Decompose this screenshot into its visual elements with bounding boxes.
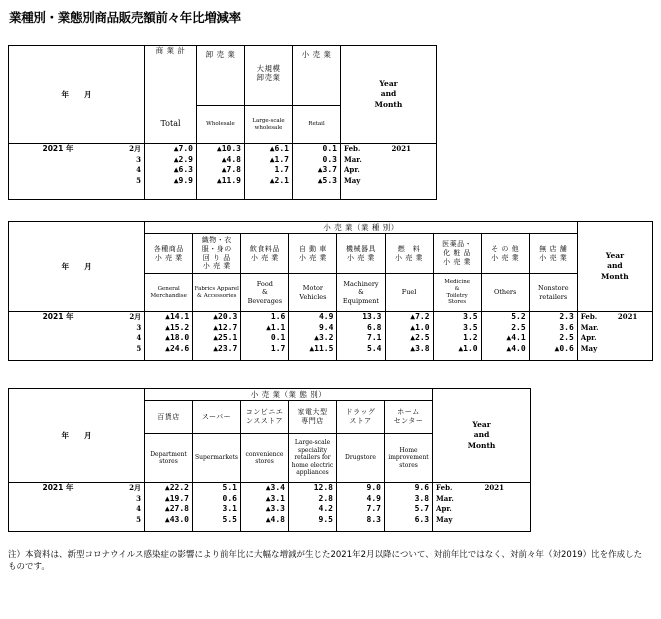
year-en-label: 2021	[617, 312, 638, 321]
month-en-label: Apr.	[580, 333, 597, 342]
year-month-en-label: Year	[379, 78, 398, 88]
value-cell: 5.4	[367, 343, 382, 353]
en-months-cell-3	[433, 483, 531, 532]
year-month-en-label: Month	[601, 271, 629, 281]
values-supermarkets	[193, 483, 241, 532]
value-cell: ▲1.0	[458, 343, 478, 353]
column-header-jp: 燃 料 小 売 業	[385, 234, 433, 274]
value-cell: ▲0.6	[554, 343, 574, 353]
column-header-en: Large-scale speciality retailers for home electric appliances	[289, 434, 337, 483]
value-cell: 2.5	[559, 333, 574, 342]
value-cell: 4.2	[318, 504, 333, 513]
column-header-jp: 家電大型 専門店	[289, 401, 337, 434]
value-cell: ▲4.0	[506, 343, 526, 353]
column-header-jp: コンビニエ ンスストア	[241, 401, 289, 434]
value-cell: 1.7	[270, 343, 286, 353]
value-cell: 7.7	[366, 504, 381, 513]
value-cell: ▲11.9	[216, 175, 241, 185]
value-cell: ▲4.1	[506, 333, 526, 342]
year-month-en-label: Month	[467, 440, 496, 450]
value-cell: ▲27.8	[164, 504, 189, 513]
values-total	[145, 144, 197, 200]
value-cell: 5.1	[222, 483, 237, 492]
month-label: 4	[136, 165, 141, 174]
retail-header-jp: 小 売 業	[293, 46, 341, 64]
values-large-wholesale	[245, 144, 293, 200]
year-month-en-label: and	[473, 430, 490, 440]
value-cell: ▲43.0	[164, 514, 189, 524]
year-month-header-2: 年 月	[9, 222, 145, 312]
year-month-en-label: Month	[374, 99, 403, 109]
value-cell: ▲18.0	[165, 333, 190, 342]
month-en-label: May	[436, 514, 453, 524]
month-label: 5	[136, 343, 142, 353]
column-header-jp: 医薬品・ 化 粧 品 小 売 業	[433, 234, 481, 274]
column-header-en: Home improvement stores	[385, 434, 433, 483]
value-cell: 3.8	[414, 493, 430, 503]
footnote: 注）本資料は、新型コロナウイルス感染症の影響により前年比に大幅な増減が生じた2021年2月以降について、対前年比ではなく、対前々年（対2019）比を作成したものです。	[8, 550, 643, 573]
value-cell: ▲10.3	[216, 144, 241, 153]
column-header-en: convenience stores	[241, 434, 289, 483]
column-header-jp: 無 店 舗 小 売 業	[529, 234, 577, 274]
year-month-cell-3: 2021 年 2月 3 4 5	[9, 483, 145, 532]
value-cell: ▲23.7	[213, 343, 238, 353]
month-en-label: Apr.	[436, 504, 452, 513]
value-cell: 3.1	[222, 504, 237, 513]
month-label: 2月	[129, 144, 141, 153]
values-machinery	[337, 312, 385, 361]
year-month-en-label: and	[607, 261, 623, 271]
values-home	[385, 483, 433, 532]
value-cell: 4.9	[366, 493, 381, 503]
year-month-en-header	[341, 46, 437, 144]
large-wholesale-label: 大規模 卸売業	[245, 64, 293, 106]
wholesale-spacer	[197, 64, 245, 106]
values-medicine	[433, 312, 481, 361]
year-month-cell-2: 2021 年 2月 3 4 5	[9, 312, 145, 361]
year-month-header-3: 年 月	[9, 389, 145, 483]
values-department	[145, 483, 193, 532]
value-cell: 2.5	[511, 322, 526, 332]
month-en-label: Apr.	[344, 165, 360, 174]
month-label: 3	[136, 322, 142, 332]
value-cell: ▲1.1	[266, 322, 286, 332]
value-cell: ▲7.0	[173, 144, 193, 153]
month-en-label: Mar.	[436, 493, 454, 503]
column-header-jp: 織物・衣 服・身の 回 り 品 小 売 業	[193, 234, 241, 274]
value-cell: ▲6.1	[269, 144, 289, 153]
column-header-en: Department stores	[145, 434, 193, 483]
month-en-label: Feb.	[580, 312, 598, 321]
value-cell: 5.7	[414, 504, 430, 513]
value-cell: 9.4	[318, 322, 334, 332]
value-cell: ▲3.2	[314, 333, 334, 342]
year-month-en-label: and	[380, 89, 397, 99]
wholesale-header-jp: 卸 売 業	[197, 46, 245, 64]
table-retail-by-format	[8, 388, 531, 532]
value-cell: ▲4.8	[221, 154, 241, 164]
value-cell: ▲3.7	[317, 165, 337, 174]
value-cell: ▲12.7	[213, 322, 238, 332]
column-header-en: Food & Beverages	[241, 274, 289, 312]
value-cell: 3.5	[463, 312, 478, 321]
value-cell: ▲3.4	[265, 483, 285, 492]
value-cell: ▲15.2	[165, 322, 190, 332]
year-en-label: 2021	[391, 144, 411, 153]
value-cell: ▲2.5	[410, 333, 430, 342]
values-retail	[293, 144, 341, 200]
values-food	[241, 312, 289, 361]
total-header-jp: 商 業 計	[145, 46, 197, 106]
value-cell: 6.8	[367, 322, 382, 332]
month-label: 4	[136, 504, 141, 513]
value-cell: 3.6	[559, 322, 574, 332]
column-header-jp: 飲食料品 小 売 業	[241, 234, 289, 274]
value-cell: ▲6.3	[173, 165, 193, 174]
value-cell: ▲25.1	[213, 333, 238, 342]
value-cell: ▲19.7	[164, 493, 189, 503]
value-cell: ▲2.9	[173, 154, 193, 164]
value-cell: 1.2	[463, 333, 478, 342]
en-months-cell-2	[577, 312, 652, 361]
column-header-en: Fabrics Apparel & Accessories	[193, 274, 241, 312]
values-motor	[289, 312, 337, 361]
values-general	[145, 312, 193, 361]
retail-format-group: 小 売 業（業 態 別）	[145, 389, 433, 401]
year-month-en-header-2	[577, 222, 652, 312]
value-cell: ▲5.3	[317, 175, 337, 185]
value-cell: 13.3	[362, 312, 382, 321]
value-cell: ▲22.2	[164, 483, 189, 492]
column-header-jp: スーパー	[193, 401, 241, 434]
value-cell: ▲2.1	[269, 175, 289, 185]
column-header-en: Medicine & Toiletry Stores	[433, 274, 481, 312]
month-label: 5	[136, 175, 141, 185]
value-cell: 5.5	[222, 514, 237, 524]
year-month-cell: 2021 年 2月 3 4 5	[9, 144, 145, 200]
value-cell: ▲20.3	[213, 312, 238, 321]
values-electric	[289, 483, 337, 532]
year-en-label: 2021	[484, 483, 505, 492]
value-cell: ▲1.7	[269, 154, 289, 164]
value-cell: 8.3	[366, 514, 381, 524]
en-months-cell	[341, 144, 437, 200]
year-month-header: 年 月	[9, 46, 145, 144]
value-cell: 2.3	[559, 312, 574, 321]
column-header-en: Supermarkets	[193, 434, 241, 483]
column-header-jp: ドラッグ ストア	[337, 401, 385, 434]
value-cell: ▲7.8	[221, 165, 241, 174]
month-label: 5	[136, 514, 141, 524]
year-month-en-label: Year	[472, 419, 491, 429]
value-cell: 9.6	[414, 483, 430, 492]
values-wholesale	[197, 144, 245, 200]
values-others	[481, 312, 529, 361]
retail-industry-group: 小 売 業（業 種 別）	[145, 222, 578, 234]
months-list	[77, 144, 145, 186]
total-header-en: Total	[145, 106, 197, 144]
column-header-jp: 機械器具 小 売 業	[337, 234, 385, 274]
table-by-business-type	[8, 45, 437, 200]
values-drugstore	[337, 483, 385, 532]
value-cell: 0.3	[322, 154, 337, 164]
value-cell: 1.6	[270, 312, 286, 321]
value-cell: ▲11.5	[309, 343, 334, 353]
value-cell: ▲7.2	[410, 312, 430, 321]
column-header-en: Drugstore	[337, 434, 385, 483]
value-cell: 9.0	[366, 483, 381, 492]
value-cell: ▲3.1	[265, 493, 285, 503]
column-header-en: Others	[481, 274, 529, 312]
column-header-jp: 各種商品 小 売 業	[145, 234, 193, 274]
value-cell: 4.9	[318, 312, 334, 321]
value-cell: ▲9.9	[173, 175, 193, 185]
value-cell: ▲14.1	[165, 312, 190, 321]
value-cell: 0.1	[322, 144, 337, 153]
month-label: 2月	[129, 483, 141, 492]
value-cell: 3.5	[463, 322, 478, 332]
value-cell: 5.2	[511, 312, 526, 321]
year-month-en-header-3	[433, 389, 531, 483]
retail-spacer	[293, 64, 341, 106]
column-header-en: Machinery & Equipment	[337, 274, 385, 312]
month-en-label: May	[580, 343, 598, 353]
value-cell: 0.1	[270, 333, 286, 342]
value-cell: 12.8	[313, 483, 333, 492]
value-cell: 0.6	[222, 493, 237, 503]
month-en-label: Feb.	[344, 144, 361, 153]
month-label: 2月	[129, 312, 142, 321]
value-cell: 1.7	[274, 165, 289, 174]
month-label: 4	[136, 333, 142, 342]
column-header-jp: 百貨店	[145, 401, 193, 434]
month-en-label: Feb.	[436, 483, 453, 492]
month-en-label: Mar.	[580, 322, 599, 332]
value-cell: ▲3.8	[410, 343, 430, 353]
value-cell: ▲24.6	[165, 343, 190, 353]
value-cell: 7.1	[367, 333, 382, 342]
value-cell: 2.8	[318, 493, 333, 503]
large-wholesale-header-en: Large-scale wholesale	[245, 106, 293, 144]
value-cell: ▲4.8	[265, 514, 285, 524]
value-cell: 9.5	[318, 514, 333, 524]
month-label: 3	[136, 493, 141, 503]
values-nonstore	[529, 312, 577, 361]
column-header-jp: 自 動 車 小 売 業	[289, 234, 337, 274]
values-convenience	[241, 483, 289, 532]
values-fuel	[385, 312, 433, 361]
month-label: 3	[136, 154, 141, 164]
value-cell: ▲1.0	[410, 322, 430, 332]
column-header-jp: そ の 他 小 売 業	[481, 234, 529, 274]
month-en-label: May	[344, 175, 361, 185]
page-title: 業種別・業態別商品販売額前々年比増減率	[9, 10, 241, 25]
column-header-en: Fuel	[385, 274, 433, 312]
values-fabrics	[193, 312, 241, 361]
month-en-label: Mar.	[344, 154, 362, 164]
value-cell: 6.3	[414, 514, 430, 524]
retail-header-en: Retail	[293, 106, 341, 144]
large-wholesale-header-jp	[245, 46, 293, 64]
table-retail-by-industry	[8, 221, 653, 361]
value-cell: ▲3.3	[265, 504, 285, 513]
year-month-en-label: Year	[605, 250, 625, 260]
wholesale-header-en: Wholesale	[197, 106, 245, 144]
column-header-en: General Merchandise	[145, 274, 193, 312]
column-header-jp: ホーム センター	[385, 401, 433, 434]
column-header-en: Nonstore retailers	[529, 274, 577, 312]
column-header-en: Motor Vehicles	[289, 274, 337, 312]
